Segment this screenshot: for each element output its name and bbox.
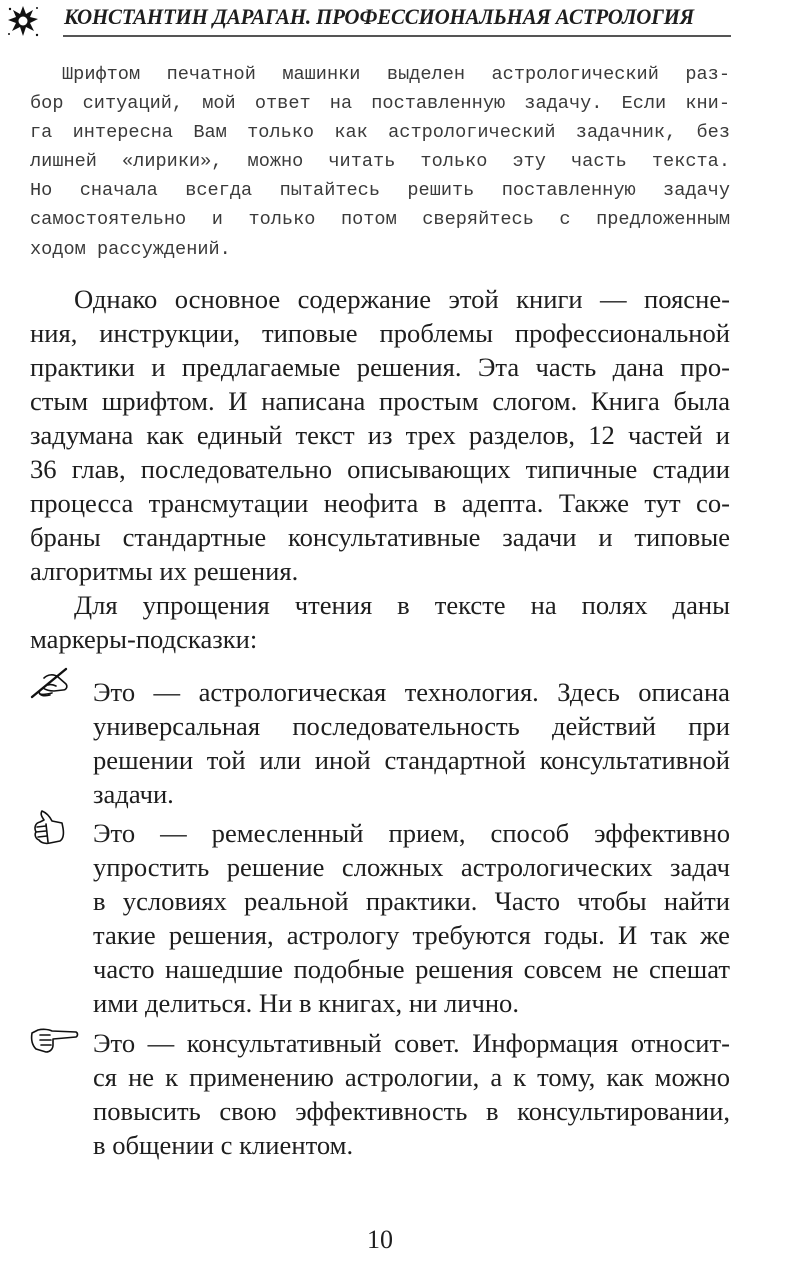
text-line: Но сначала всегда пытайтесь решить поставленную задачу xyxy=(30,180,730,201)
star-burst-icon xyxy=(6,4,40,38)
text-line: процесса трансмутации неофита в адепта. Также тут со- xyxy=(30,488,730,518)
thumbs-up-icon xyxy=(26,808,82,848)
text-line: га интересна Вам только как астрологический задачник, без xyxy=(30,122,730,143)
text-line: упростить решение сложных астрологических задач xyxy=(93,852,730,882)
text-line: маркеры-подсказки: xyxy=(30,624,258,654)
text-line: повысить свою эффективность в консультировании, xyxy=(93,1096,730,1126)
header-rule xyxy=(63,35,731,37)
writing-hand-icon xyxy=(26,664,82,704)
text-line: Это — консультативный совет. Информация относит- xyxy=(93,1028,730,1058)
text-line: ими делиться. Ни в книгах, ни лично. xyxy=(93,988,520,1018)
text-line: в общении с клиентом. xyxy=(93,1130,354,1160)
text-line: такие решения, астрологу требуются годы. И так же xyxy=(93,920,730,950)
text-line: лишней «лирики», можно читать только эту часть текста. xyxy=(30,151,730,172)
text-line: практики и предлагаемые решения. Эта часть дана про- xyxy=(30,352,730,382)
text-line: часто нашедшие подобные решения совсем не спешат xyxy=(93,954,730,984)
text-line: решении той или иной стандартной консультативной xyxy=(93,745,730,775)
text-line: алгоритмы их решения. xyxy=(30,556,299,586)
text-line: самостоятельно и только потом сверяйтесь с предложенным xyxy=(30,209,730,230)
text-line: Шрифтом печатной машинки выделен астрологический раз- xyxy=(62,64,730,85)
text-line: Однако основное содержание этой книги — поясне- xyxy=(74,284,730,314)
text-line: Для упрощения чтения в тексте на полях даны xyxy=(74,590,730,620)
text-line: в условиях реальной практики. Часто чтобы найти xyxy=(93,886,730,916)
pointing-hand-icon xyxy=(26,1023,82,1063)
text-line: 36 глав, последовательно описывающих типичные стадии xyxy=(30,454,730,484)
page-number: 10 xyxy=(367,1225,393,1254)
text-line: бор ситуаций, мой ответ на поставленную задачу. Если кни- xyxy=(30,93,730,114)
running-header-title: КОНСТАНТИН ДАРАГАН. ПРОФЕССИОНАЛЬНАЯ АСТРОЛОГИЯ xyxy=(64,4,694,29)
text-line: задумана как единый текст из трех разделов, 12 частей и xyxy=(30,420,730,450)
text-line: ся не к применению астрологии, а к тому, как можно xyxy=(93,1062,730,1092)
text-line: Это — ремесленный прием, способ эффективно xyxy=(93,818,730,848)
text-line: задачи. xyxy=(93,779,174,809)
text-line: стым шрифтом. И написана простым слогом. Книга была xyxy=(30,386,730,416)
text-line: ния, инструкции, типовые проблемы профессиональной xyxy=(30,318,730,348)
text-line: браны стандартные консультативные задачи и типовые xyxy=(30,522,730,552)
text-line: ходом рассуждений. xyxy=(30,239,231,260)
text-line: универсальная последовательность действий при xyxy=(93,711,730,741)
text-line: Это — астрологическая технология. Здесь описана xyxy=(93,677,730,707)
